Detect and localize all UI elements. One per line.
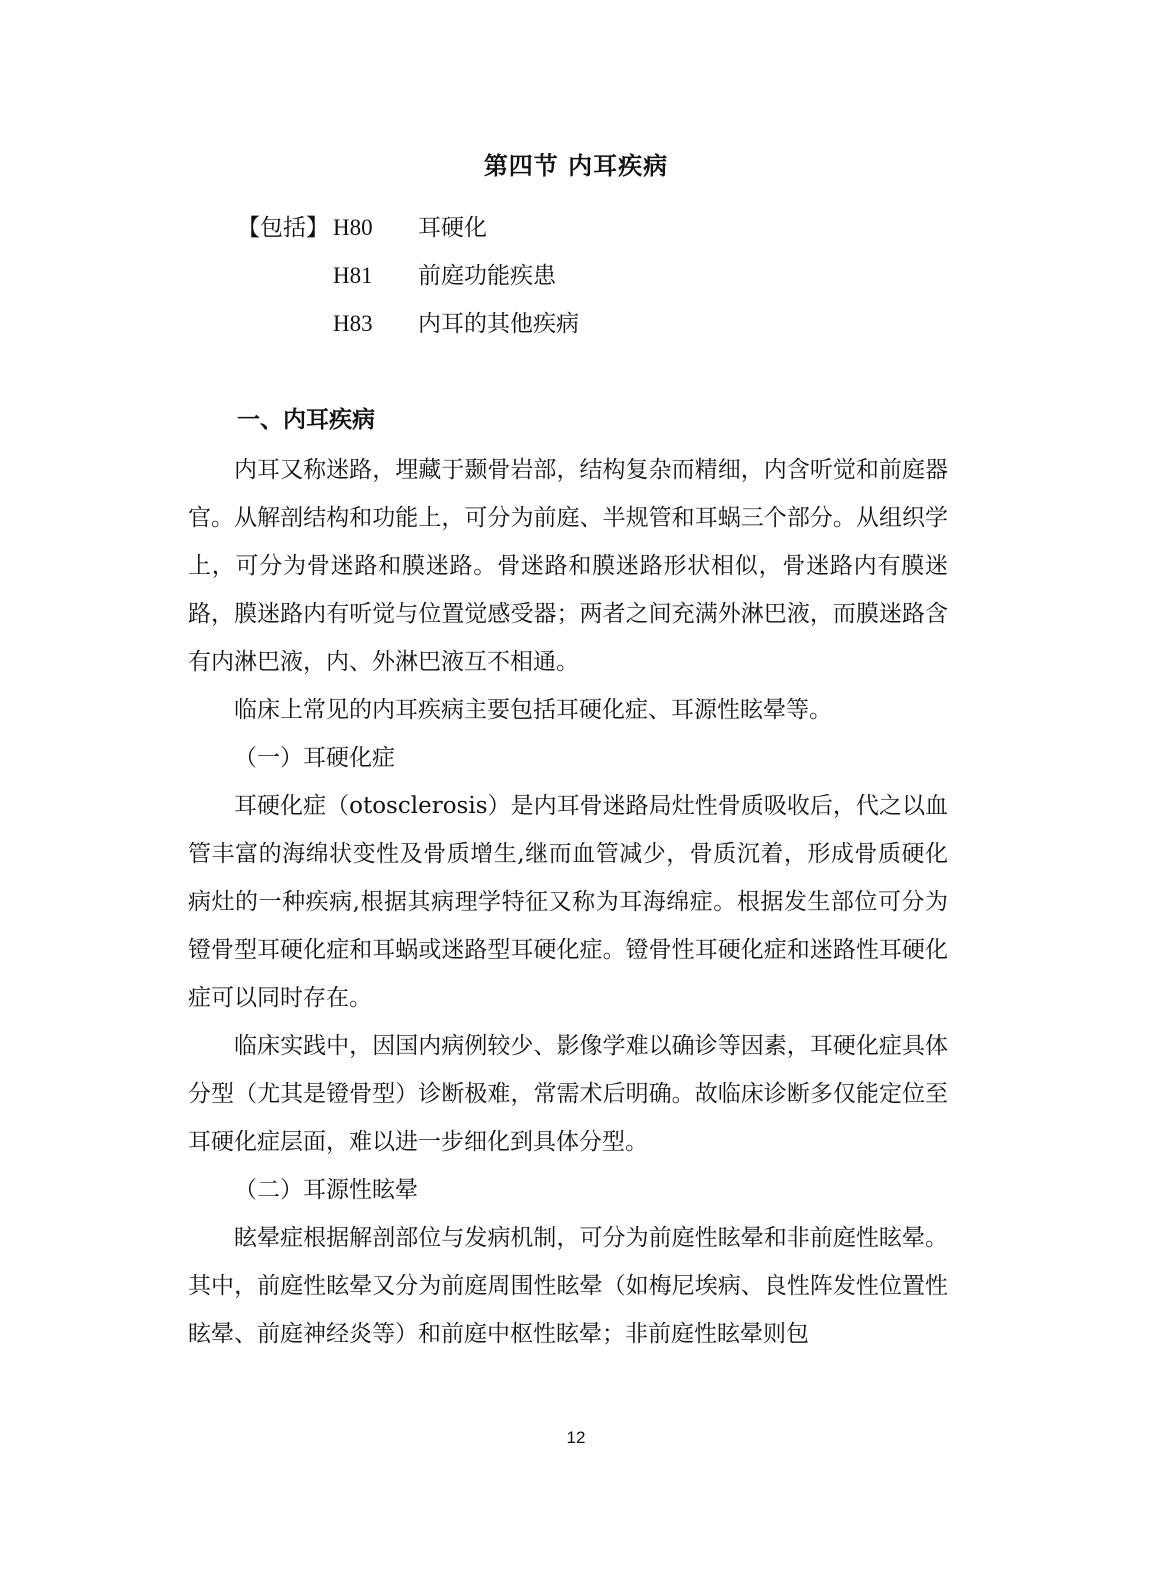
includes-label: 前庭功能疾患 [418,263,556,289]
includes-code: H80 [333,215,373,240]
includes-item [237,208,579,256]
includes-item [237,256,579,304]
includes-code: H83 [333,311,373,336]
paragraph: 内耳又称迷路，埋藏于颞骨岩部，结构复杂而精细，内含听觉和前庭器官。从解剖结构和功能上，可分为前庭、半规管和耳蜗三个部分。从组织学上，可分为骨迷路和膜迷路。骨迷路和膜迷路形状相似，骨迷路内有膜迷路，膜迷路内有听觉与位置觉感受器；两者之间充满外淋巴液，而膜迷路含有内淋巴液，内、外淋巴液互不相通。 [188,457,948,675]
includes-label: 耳硬化 [418,215,487,241]
includes-item [237,304,579,352]
includes-list [237,208,579,352]
paragraph: 临床实践中，因国内病例较少、影像学难以确诊等因素，耳硬化症具体分型（尤其是镫骨型）诊断极难，常需术后明确。故临床诊断多仅能定位至耳硬化症层面，难以进一步细化到具体分型。 [188,1033,948,1155]
includes-label: 内耳的其他疾病 [418,311,579,337]
paragraph: 临床上常见的内耳疾病主要包括耳硬化症、耳源性眩晕等。 [234,697,832,723]
subheading: （二）耳源性眩晕 [234,1177,418,1203]
heading-level1: 一、内耳疾病 [237,406,375,433]
subheading: （一）耳硬化症 [234,745,395,771]
includes-code: H81 [333,263,373,288]
includes-prefix: 【包括】 [237,215,329,241]
paragraph: 耳硬化症（otosclerosis）是内耳骨迷路局灶性骨质吸收后，代之以血管丰富的海绵状变性及骨质增生,继而血管减少，骨质沉着，形成骨质硬化病灶的一种疾病,根据其病理学特征又称为耳海绵症。根据发生部位可分为镫骨型耳硬化症和耳蜗或迷路型耳硬化症。镫骨性耳硬化症和迷路性耳硬化症可以同时存在。 [188,793,948,1011]
page-number: 12 [566,1428,586,1447]
paragraph: 眩晕症根据解剖部位与发病机制，可分为前庭性眩晕和非前庭性眩晕。其中，前庭性眩晕又分为前庭周围性眩晕（如梅尼埃病、良性阵发性位置性眩晕、前庭神经炎等）和前庭中枢性眩晕；非前庭性眩晕则包 [188,1225,948,1347]
body-text [188,446,948,1358]
section-title: 第四节 内耳疾病 [483,151,669,180]
